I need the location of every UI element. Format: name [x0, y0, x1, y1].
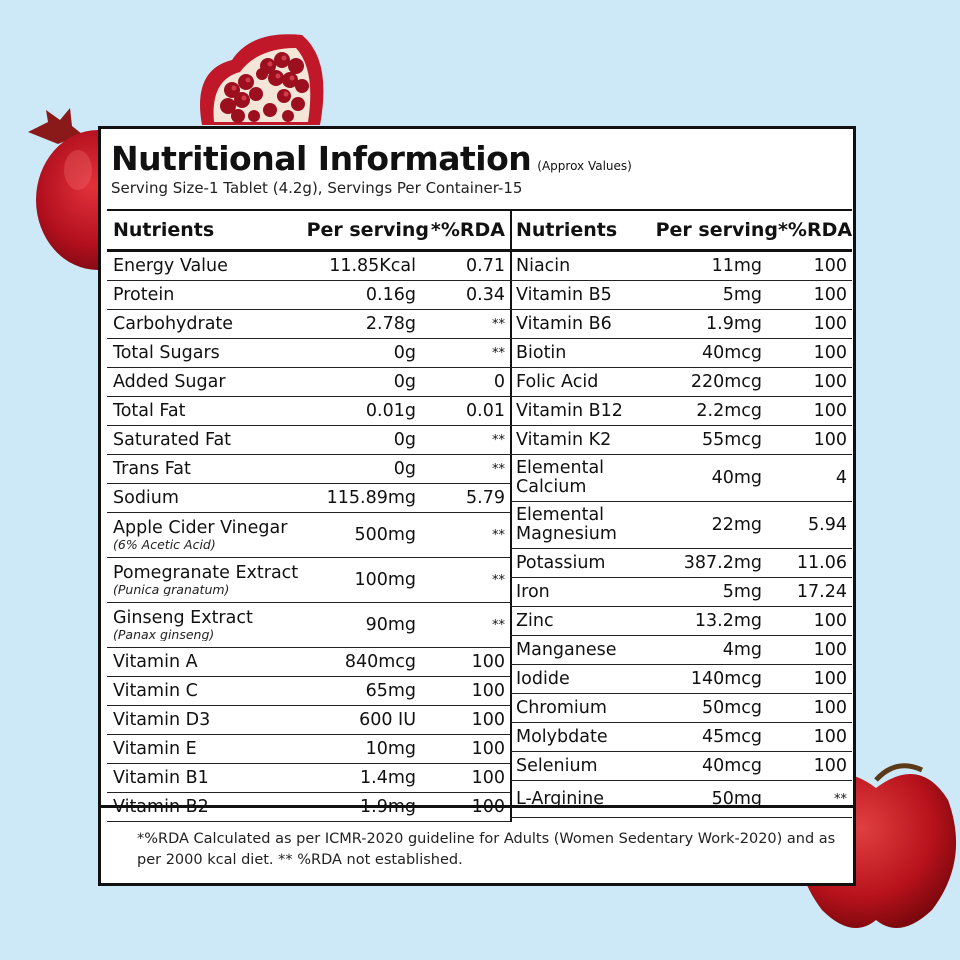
rda-value: 17.24: [796, 582, 847, 602]
rda-value: 11.06: [796, 553, 847, 573]
rda-value: **: [492, 432, 505, 448]
nutrient-name: Vitamin K2: [516, 430, 612, 450]
nutrient-name: Vitamin B1: [113, 768, 209, 788]
rda-value: 100: [813, 756, 847, 776]
table-header: [107, 211, 510, 252]
rda-value: 100: [471, 797, 505, 817]
table-body: [107, 252, 510, 822]
nutrient-name: Iodide: [516, 669, 570, 689]
rda-value: 5.79: [466, 488, 505, 508]
rda-value: 100: [813, 256, 847, 276]
table-row: [510, 339, 852, 368]
nutrient-name: Added Sugar: [113, 372, 226, 392]
nutrient-name: Vitamin D3: [113, 710, 211, 730]
per-serving-value: 100mg: [354, 570, 416, 590]
per-serving-value: 11.85Kcal: [329, 256, 416, 276]
nutrient-subtitle: (Punica granatum): [113, 582, 230, 596]
table-row: [107, 281, 510, 310]
nutrient-name: Vitamin B6: [516, 314, 612, 334]
title-row: [111, 139, 632, 178]
per-serving-value: 0.16g: [365, 285, 416, 305]
per-serving-value: 500mg: [354, 525, 416, 545]
nutrient-name: Vitamin C: [113, 681, 198, 701]
nutrient-subtitle: (6% Acetic Acid): [113, 537, 216, 551]
nutrient-name-main: Elemental: [516, 506, 605, 525]
table-row: [107, 484, 510, 513]
table-row: [107, 558, 510, 603]
nutrient-name: Manganese: [516, 640, 617, 660]
col-rda-header: *%RDA: [778, 219, 853, 241]
nutrient-table-right: [510, 209, 852, 818]
nutrient-name-main: Ginseng Extract: [113, 609, 253, 628]
rda-value: **: [492, 572, 505, 588]
table-row: [510, 607, 852, 636]
rda-value: **: [492, 617, 505, 633]
rda-value: 100: [471, 768, 505, 788]
table-row: [107, 677, 510, 706]
table-row: [510, 502, 852, 549]
nutrient-name: Niacin: [516, 256, 571, 276]
nutrient-name: Vitamin B12: [516, 401, 623, 421]
table-row: [107, 310, 510, 339]
per-serving-value: 50mg: [711, 789, 762, 809]
rda-footnote: *%RDA Calculated as per ICMR-2020 guideline for Adults (Women Sedentary Work-2020) and as per 2000 kcal diet. ** %RDA not established.: [137, 831, 836, 868]
per-serving-value: 11mg: [711, 256, 762, 276]
per-serving-value: 5mg: [722, 285, 762, 305]
per-serving-value: 0g: [393, 459, 416, 479]
rda-value: 100: [471, 739, 505, 759]
per-serving-value: 65mg: [365, 681, 416, 701]
nutrient-name: L-Arginine: [516, 789, 605, 809]
nutrient-name: Chromium: [516, 698, 607, 718]
per-serving-value: 40mcg: [701, 343, 762, 363]
nutrient-name: Total Fat: [113, 401, 186, 421]
nutrition-panel: [98, 126, 856, 886]
rda-value: 100: [471, 681, 505, 701]
nutrient-name-line2: Calcium: [516, 477, 587, 497]
table-row: [510, 252, 852, 281]
table-row: [510, 694, 852, 723]
table-row: [107, 455, 510, 484]
rda-value: **: [492, 527, 505, 543]
rda-value: 100: [813, 430, 847, 450]
table-row: [107, 397, 510, 426]
nutrient-name: [510, 506, 658, 544]
per-serving-value: 40mcg: [701, 756, 762, 776]
table-row: [510, 781, 852, 818]
table-row: [510, 455, 852, 502]
per-serving-value: 220mcg: [690, 372, 762, 392]
nutrient-name: Protein: [113, 285, 175, 305]
table-row: [510, 368, 852, 397]
per-serving-value: 2.2mcg: [696, 401, 762, 421]
rda-value: 100: [813, 640, 847, 660]
nutrient-name: [107, 609, 319, 641]
col-rda-header: *%RDA: [430, 219, 505, 241]
approx-note: (Approx Values): [537, 159, 632, 173]
per-serving-value: 1.4mg: [360, 768, 416, 788]
rda-value: 100: [813, 314, 847, 334]
nutrient-name-main: Pomegranate Extract: [113, 564, 299, 583]
nutrient-name: Potassium: [516, 553, 606, 573]
rda-value: 4: [835, 468, 847, 488]
nutrient-table-left: [107, 209, 512, 822]
nutrient-name: Folic Acid: [516, 372, 599, 392]
rda-value: 0: [493, 372, 505, 392]
per-serving-value: 1.9mg: [360, 797, 416, 817]
nutrient-name: Carbohydrate: [113, 314, 234, 334]
per-serving-value: 0g: [393, 430, 416, 450]
rda-value: 0.01: [466, 401, 505, 421]
nutrient-name: Iron: [516, 582, 550, 602]
per-serving-value: 13.2mg: [694, 611, 762, 631]
nutrient-name: Vitamin A: [113, 652, 198, 672]
per-serving-value: 50mcg: [701, 698, 762, 718]
table-row: [510, 281, 852, 310]
nutrient-name-main: Apple Cider Vinegar: [113, 519, 288, 538]
table-row: [107, 603, 510, 648]
per-serving-value: 2.78g: [365, 314, 416, 334]
table-body: [510, 252, 852, 818]
rda-value: 100: [813, 727, 847, 747]
table-row: [107, 648, 510, 677]
table-row: [107, 368, 510, 397]
page-title: Nutritional Information: [111, 139, 532, 178]
table-row: [107, 339, 510, 368]
rda-value: 100: [813, 698, 847, 718]
nutrient-name: [510, 459, 658, 497]
nutrient-name: Selenium: [516, 756, 598, 776]
nutrient-name: Sodium: [113, 488, 179, 508]
per-serving-value: 40mg: [711, 468, 762, 488]
rda-value: 100: [471, 710, 505, 730]
per-serving-value: 5mg: [722, 582, 762, 602]
rda-value: 100: [813, 611, 847, 631]
table-row: [107, 706, 510, 735]
table-row: [510, 636, 852, 665]
per-serving-value: 10mg: [365, 739, 416, 759]
nutrient-name-main: Elemental: [516, 459, 605, 478]
table-row: [510, 578, 852, 607]
rda-value: 0.34: [466, 285, 505, 305]
col-per-serving-header: Per serving: [306, 219, 429, 241]
rda-value: 100: [471, 652, 505, 672]
rda-value: 100: [813, 285, 847, 305]
per-serving-value: 0g: [393, 343, 416, 363]
rda-value: **: [492, 316, 505, 332]
table-row: [107, 513, 510, 558]
nutrient-name: [107, 564, 319, 596]
nutrient-name-line2: Magnesium: [516, 524, 617, 544]
table-header: [510, 211, 852, 252]
per-serving-value: 4mg: [722, 640, 762, 660]
per-serving-value: 1.9mg: [706, 314, 762, 334]
per-serving-value: 45mcg: [701, 727, 762, 747]
table-row: [510, 549, 852, 578]
rda-value: 100: [813, 343, 847, 363]
per-serving-value: 22mg: [711, 515, 762, 535]
nutrient-name: Zinc: [516, 611, 554, 631]
table-row: [510, 723, 852, 752]
per-serving-value: 0g: [393, 372, 416, 392]
pomegranate-open-icon: [192, 30, 332, 130]
rda-value: 100: [813, 669, 847, 689]
nutrient-name: Total Sugars: [113, 343, 220, 363]
nutrient-name: [107, 519, 319, 551]
table-row: [510, 752, 852, 781]
table-row: [107, 735, 510, 764]
col-per-serving-header: Per serving: [655, 219, 778, 241]
rda-value: 100: [813, 372, 847, 392]
rda-value: **: [834, 791, 847, 807]
nutrient-name: Vitamin B5: [516, 285, 612, 305]
col-nutrients-header: Nutrients: [516, 219, 618, 241]
table-row: [510, 310, 852, 339]
nutrient-name: Vitamin E: [113, 739, 197, 759]
table-row: [510, 665, 852, 694]
rda-value: 100: [813, 401, 847, 421]
per-serving-value: 90mg: [365, 615, 416, 635]
per-serving-value: 115.89mg: [326, 488, 416, 508]
table-row: [107, 252, 510, 281]
serving-info: Serving Size-1 Tablet (4.2g), Servings Per Container-15: [111, 179, 523, 197]
per-serving-value: 387.2mg: [683, 553, 762, 573]
rda-value: **: [492, 345, 505, 361]
rda-value: **: [492, 461, 505, 477]
per-serving-value: 55mcg: [701, 430, 762, 450]
nutrient-name: Energy Value: [113, 256, 228, 276]
table-row: [107, 426, 510, 455]
nutrient-subtitle: (Panax ginseng): [113, 627, 215, 641]
nutrient-name: Biotin: [516, 343, 567, 363]
table-row: [510, 426, 852, 455]
per-serving-value: 140mcg: [690, 669, 762, 689]
rda-value: 0.71: [466, 256, 505, 276]
col-nutrients-header: Nutrients: [113, 219, 215, 241]
per-serving-value: 600 IU: [359, 710, 416, 730]
per-serving-value: 840mcg: [344, 652, 416, 672]
per-serving-value: 0.01g: [365, 401, 416, 421]
rda-value: 5.94: [808, 515, 847, 535]
table-row: [510, 397, 852, 426]
nutrient-name: Vitamin B2: [113, 797, 209, 817]
nutrient-name: Molybdate: [516, 727, 608, 747]
footer-divider: [101, 805, 853, 808]
nutrient-name: Trans Fat: [113, 459, 191, 479]
nutrient-name: Saturated Fat: [113, 430, 232, 450]
table-row: [107, 764, 510, 793]
